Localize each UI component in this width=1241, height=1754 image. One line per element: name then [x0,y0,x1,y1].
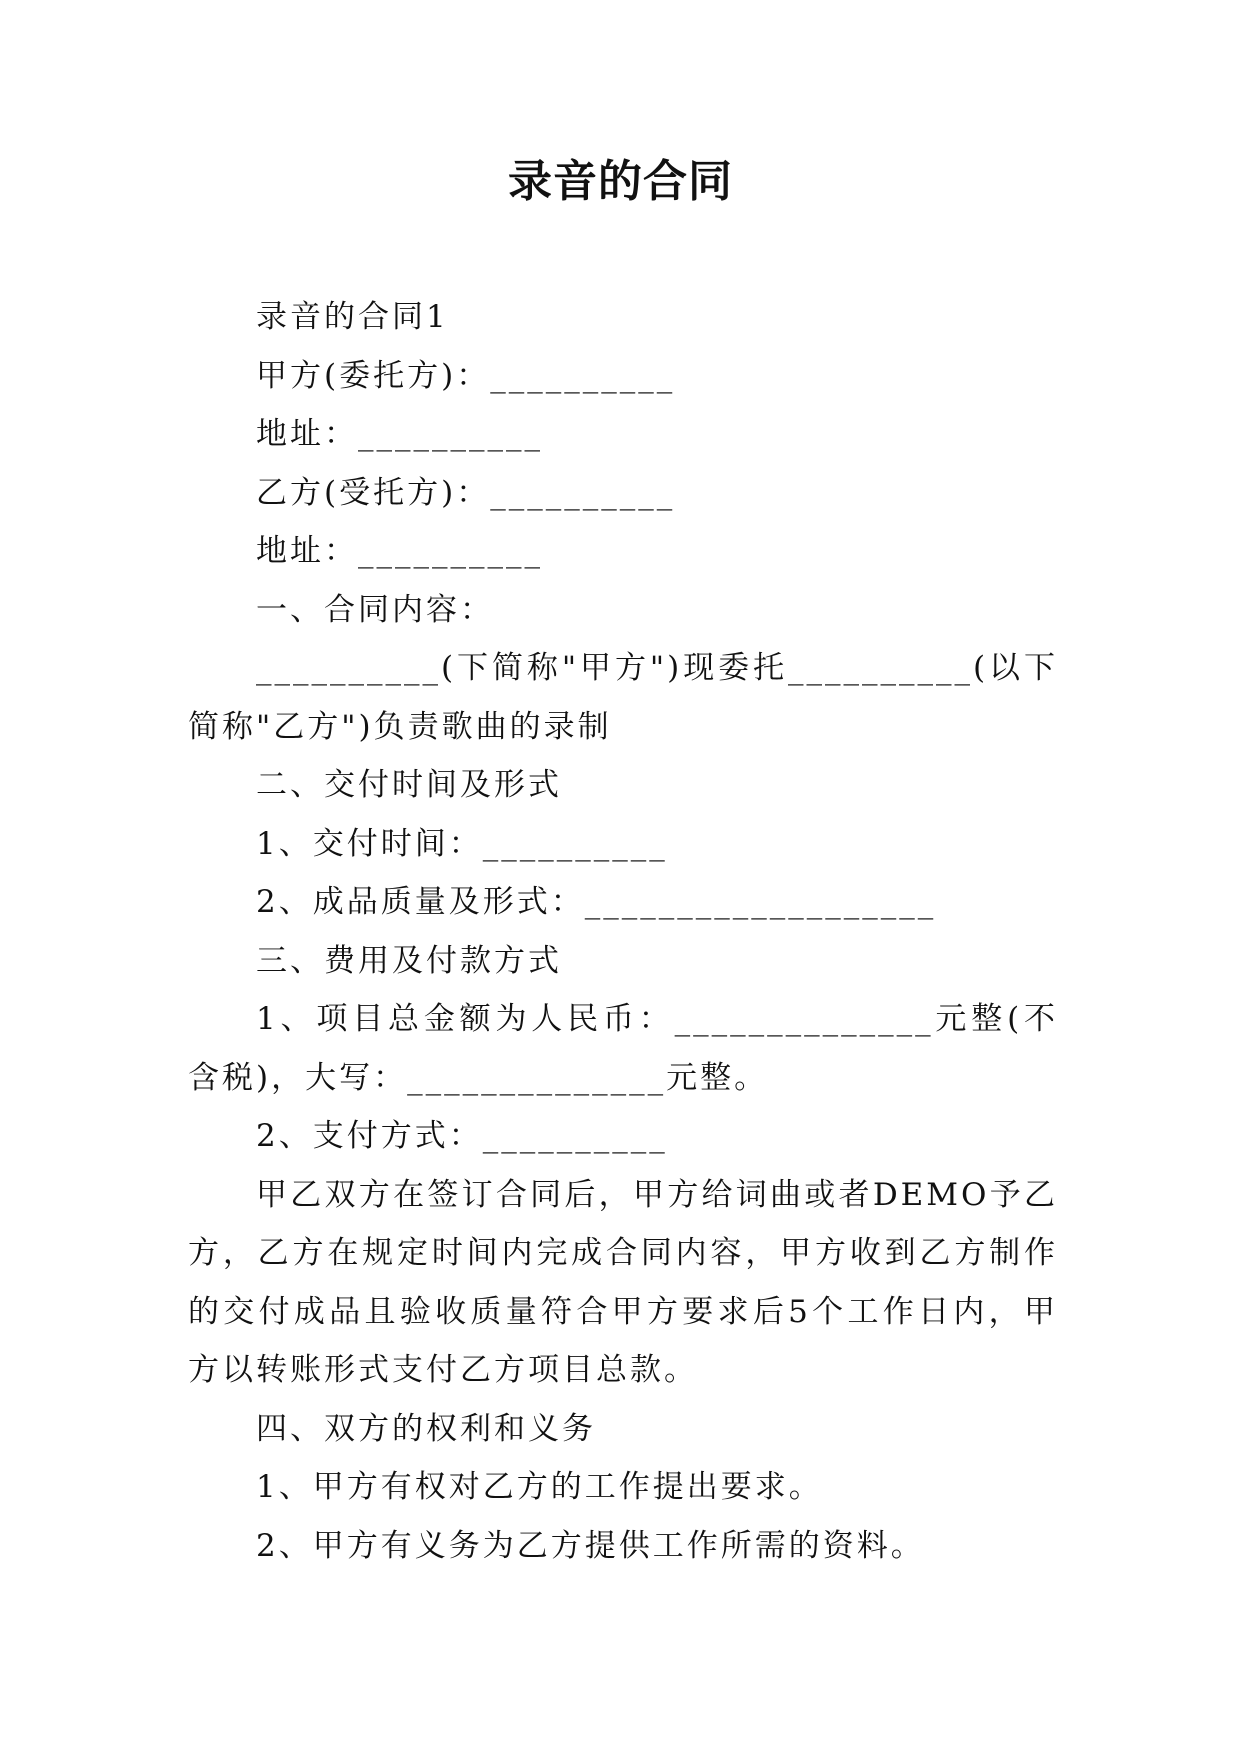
document-title: 录音的合同 [508,156,733,207]
contract-subtitle: 录音的合同1 [256,299,449,335]
delivery-quality-field: 2、成品质量及形式：___________________ [256,884,937,920]
delivery-time-field: 1、交付时间：__________ [256,825,668,862]
section-heading-delivery: 二、交付时间及形式 [256,767,562,803]
section-heading-rights: 四、双方的权利和义务 [256,1410,596,1447]
document-body [188,288,1058,1575]
party-a-address-field: 地址：__________ [256,416,543,452]
total-amount-field: 1、项目总金额为人民币：______________元整(不含税)，大写：______________元整。 [188,1001,1058,1096]
section-heading-content: 一、合同内容： [256,591,494,628]
party-b-address-field: 地址：__________ [256,533,543,569]
party-a-field: 甲方(委托方)：__________ [256,357,676,394]
content-paragraph: __________(下简称"甲方")现委托__________(以下简称"乙方")负责歌曲的录制 [188,650,1058,745]
rights-item-1: 1、甲方有权对乙方的工作提出要求。 [256,1469,823,1505]
payment-method-field: 2、支付方式：__________ [256,1118,668,1154]
party-b-field: 乙方(受托方)：__________ [256,474,676,511]
payment-terms-paragraph: 甲乙双方在签订合同后，甲方给词曲或者DEMO予乙方，乙方在规定时间内完成合同内容，甲方收到乙方制作的交付成品且验收质量符合甲方要求后5个工作日内，甲方以转账形式支付乙方项目总款。 [188,1176,1058,1388]
section-heading-payment: 三、费用及付款方式 [256,942,562,979]
rights-item-2: 2、甲方有义务为乙方提供工作所需的资料。 [256,1527,925,1564]
